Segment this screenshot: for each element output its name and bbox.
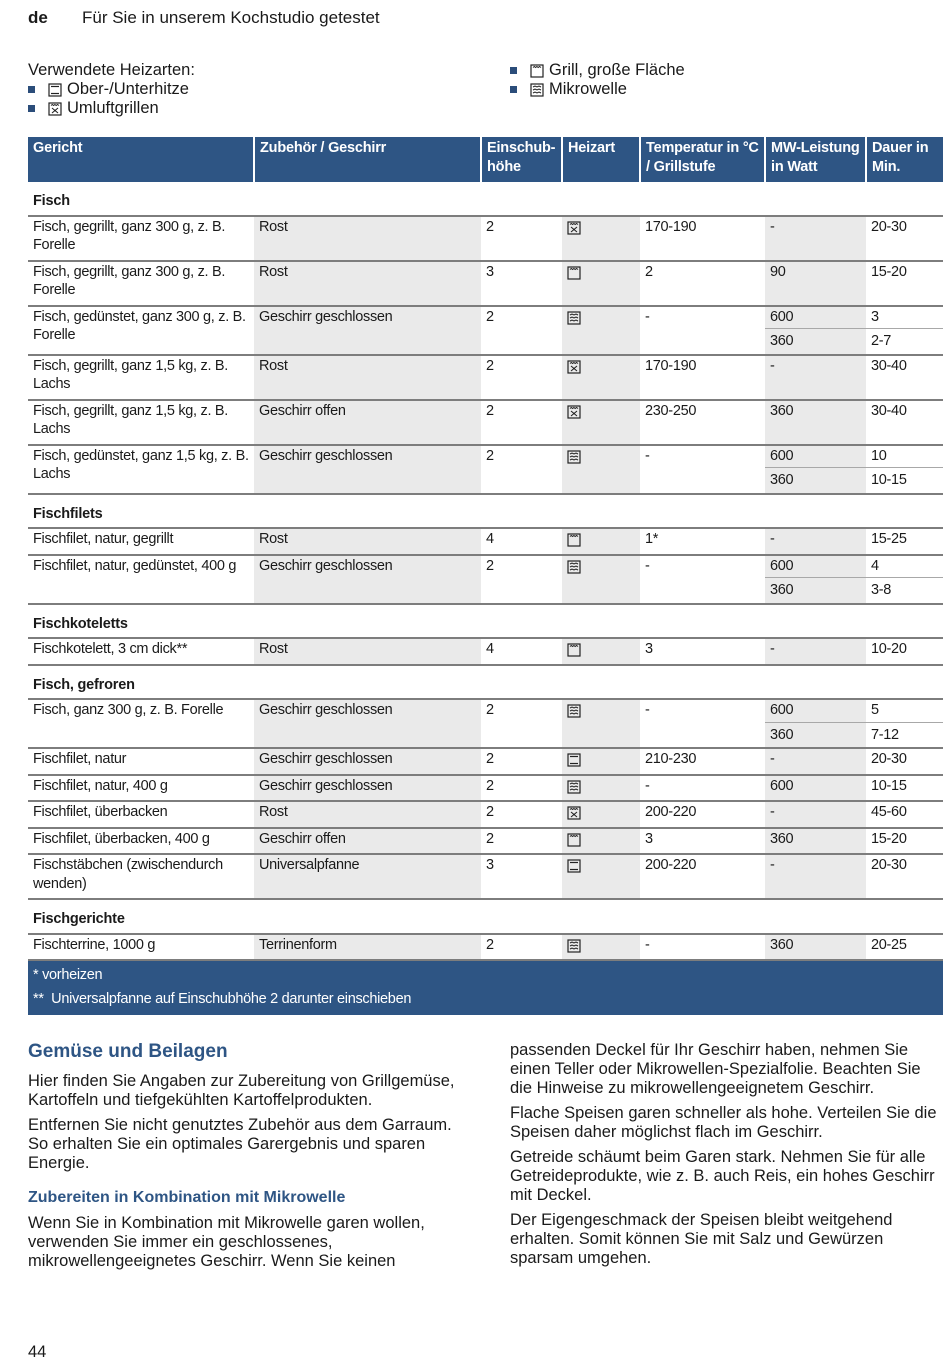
cell-level: 2 bbox=[481, 306, 562, 355]
lid-paragraph: passenden Deckel für Ihr Geschirr haben, nehmen Sie einen Teller oder Mikrowellen-Spezialfolie. Beachten Sie die Hinweise zu mikrowellengeeignetem Geschirr. bbox=[510, 1041, 921, 1097]
cell-mw-power: 600 bbox=[765, 445, 866, 468]
legend-item-mikrowelle bbox=[510, 80, 685, 99]
cell-level: 3 bbox=[481, 854, 562, 899]
legend-item-label: Ober-/Unterhitze bbox=[67, 80, 189, 98]
cell-heat bbox=[562, 555, 640, 604]
cell-temperature: - bbox=[640, 306, 765, 355]
combination-paragraph: Wenn Sie in Kombination mit Mikrowelle garen wollen, verwenden Sie immer ein geschlossenes, mikrowellengeeignetes Geschirr. Wenn Sie keinen bbox=[28, 1214, 425, 1270]
heating-legend-left bbox=[28, 61, 195, 118]
flat-food-paragraph: Flache Speisen garen schneller als hohe. Verteilen Sie die Speisen daher möglichst flach im Geschirr. bbox=[510, 1104, 937, 1141]
accessory-paragraph: Entfernen Sie nicht genutztes Zubehör aus dem Garraum. So erhalten Sie ein optimales Garergebnis und sparen Energie. bbox=[28, 1116, 452, 1172]
bullet-icon bbox=[510, 86, 517, 93]
legend-item-label: Umluftgrillen bbox=[67, 99, 159, 117]
cell-duration: 30-40 bbox=[866, 400, 943, 445]
cell-mw-power: - bbox=[765, 801, 866, 828]
cell-dish: Fischfilet, natur bbox=[28, 748, 254, 775]
cell-mw-power: 90 bbox=[765, 261, 866, 306]
section-title: Fischfilets bbox=[33, 505, 103, 522]
cell-temperature: 170-190 bbox=[640, 216, 765, 261]
legend-label: Verwendete Heizarten: bbox=[28, 61, 195, 79]
section-row bbox=[28, 182, 943, 216]
top-bottom-heat-icon bbox=[567, 859, 581, 873]
bullet-icon bbox=[28, 105, 35, 112]
cell-accessory: Rost bbox=[254, 355, 481, 400]
microwave-icon bbox=[567, 450, 581, 464]
header-col-level: Einschub- höhe bbox=[481, 137, 562, 182]
cell-temperature: 3 bbox=[640, 638, 765, 665]
text-column-left bbox=[28, 1041, 473, 1277]
cell-dish: Fischfilet, überbacken, 400 g bbox=[28, 828, 254, 855]
cell-heat bbox=[562, 934, 640, 961]
cell-duration: 3-8 bbox=[866, 578, 943, 604]
cell-duration: 3 bbox=[866, 306, 943, 329]
table-row bbox=[28, 775, 943, 802]
cell-duration: 5 bbox=[866, 699, 943, 722]
cell-mw-power: 360 bbox=[765, 578, 866, 604]
bullet-icon bbox=[510, 67, 517, 74]
cell-heat bbox=[562, 638, 640, 665]
cell-dish: Fisch, gedünstet, ganz 1,5 kg, z. B. Lachs bbox=[28, 445, 254, 494]
cell-accessory: Geschirr geschlossen bbox=[254, 555, 481, 604]
subsection-heading: Zubereiten in Kombination mit Mikrowelle bbox=[28, 1189, 346, 1206]
cell-temperature: - bbox=[640, 555, 765, 604]
cell-duration: 15-20 bbox=[866, 261, 943, 306]
header-col-heat: Heizart bbox=[562, 137, 640, 182]
cell-temperature: 1* bbox=[640, 528, 765, 555]
cell-duration: 10-15 bbox=[866, 775, 943, 802]
grill-large-icon bbox=[567, 643, 581, 657]
footnote: ** Universalpfanne auf Einschubhöhe 2 darunter einschieben bbox=[33, 991, 412, 1007]
cell-duration: 20-25 bbox=[866, 934, 943, 961]
cell-accessory: Geschirr geschlossen bbox=[254, 699, 481, 748]
header-col-dish: Gericht bbox=[28, 137, 254, 182]
text-column-right bbox=[510, 1041, 940, 1274]
language-code: de bbox=[28, 8, 48, 27]
grain-paragraph: Getreide schäumt beim Garen stark. Nehmen Sie für alle Getreideprodukte, wie z. B. auch Reis, ein hohes Geschirr mit Deckel. bbox=[510, 1148, 935, 1204]
cell-dish: Fisch, gedünstet, ganz 300 g, z. B. Forelle bbox=[28, 306, 254, 355]
grill-large-icon bbox=[567, 833, 581, 847]
cell-heat bbox=[562, 355, 640, 400]
header-col-duration: Dauer in Min. bbox=[866, 137, 943, 182]
cell-accessory: Terrinenform bbox=[254, 934, 481, 961]
cell-duration: 20-30 bbox=[866, 854, 943, 899]
cell-mw-power: - bbox=[765, 355, 866, 400]
cell-accessory: Geschirr offen bbox=[254, 828, 481, 855]
heating-legend-right bbox=[510, 61, 685, 99]
cell-dish: Fischkotelett, 3 cm dick** bbox=[28, 638, 254, 665]
cell-accessory: Rost bbox=[254, 528, 481, 555]
table-row bbox=[28, 828, 943, 855]
cell-dish: Fischfilet, natur, gegrillt bbox=[28, 528, 254, 555]
cell-level: 2 bbox=[481, 400, 562, 445]
cell-temperature: 170-190 bbox=[640, 355, 765, 400]
table-row bbox=[28, 400, 943, 445]
cooking-table bbox=[28, 137, 943, 1015]
cell-duration: 45-60 bbox=[866, 801, 943, 828]
cell-heat bbox=[562, 306, 640, 355]
cell-mw-power: 600 bbox=[765, 699, 866, 722]
footnote-row bbox=[28, 960, 943, 1015]
section-row bbox=[28, 604, 943, 639]
cell-accessory: Rost bbox=[254, 638, 481, 665]
legend-item-ober-unterhitze bbox=[28, 80, 195, 99]
table-row bbox=[28, 854, 943, 899]
table-row bbox=[28, 355, 943, 400]
legend-item-label: Mikrowelle bbox=[549, 80, 627, 98]
cell-level: 2 bbox=[481, 445, 562, 494]
cell-dish: Fischterrine, 1000 g bbox=[28, 934, 254, 961]
cell-temperature: 210-230 bbox=[640, 748, 765, 775]
section-title: Fischkoteletts bbox=[33, 615, 128, 632]
cell-level: 2 bbox=[481, 555, 562, 604]
cell-duration: 4 bbox=[866, 555, 943, 578]
cell-duration: 10-15 bbox=[866, 468, 943, 494]
table-row bbox=[28, 699, 943, 722]
cell-mw-power: 360 bbox=[765, 934, 866, 961]
table-row bbox=[28, 934, 943, 961]
cell-heat bbox=[562, 828, 640, 855]
table-row bbox=[28, 306, 943, 329]
cell-temperature: - bbox=[640, 699, 765, 748]
header-col-temperature: Temperatur in °C / Grillstufe bbox=[640, 137, 765, 182]
cell-temperature: - bbox=[640, 775, 765, 802]
table-row bbox=[28, 261, 943, 306]
section-title: Fisch, gefroren bbox=[33, 676, 135, 693]
cell-duration: 30-40 bbox=[866, 355, 943, 400]
cell-level: 2 bbox=[481, 775, 562, 802]
cell-temperature: 200-220 bbox=[640, 854, 765, 899]
circulating-grill-icon bbox=[567, 221, 581, 235]
microwave-icon bbox=[567, 311, 581, 325]
cell-temperature: 2 bbox=[640, 261, 765, 306]
header-col-mw-power: MW-Leistung in Watt bbox=[765, 137, 866, 182]
page-header-title: Für Sie in unserem Kochstudio getestet bbox=[82, 8, 380, 27]
cell-dish: Fischfilet, überbacken bbox=[28, 801, 254, 828]
bullet-icon bbox=[28, 86, 35, 93]
table-row bbox=[28, 528, 943, 555]
cell-accessory: Geschirr geschlossen bbox=[254, 445, 481, 494]
page-number: 44 bbox=[28, 1343, 47, 1361]
footnotes bbox=[28, 960, 943, 1015]
cell-dish: Fisch, gegrillt, ganz 300 g, z. B. Forelle bbox=[28, 216, 254, 261]
grill-large-icon bbox=[530, 64, 544, 78]
legend-item-label: Grill, große Fläche bbox=[549, 61, 685, 79]
cell-accessory: Geschirr offen bbox=[254, 400, 481, 445]
cell-heat bbox=[562, 854, 640, 899]
table-row bbox=[28, 638, 943, 665]
circulating-grill-icon bbox=[567, 405, 581, 419]
cell-heat bbox=[562, 261, 640, 306]
grill-large-icon bbox=[567, 266, 581, 280]
footnote: * vorheizen bbox=[33, 967, 103, 983]
cell-duration: 15-25 bbox=[866, 528, 943, 555]
microwave-icon bbox=[530, 83, 544, 97]
cell-mw-power: - bbox=[765, 854, 866, 899]
taste-paragraph: Der Eigengeschmack der Speisen bleibt weitgehend erhalten. Somit können Sie mit Salz und Gewürzen sparsam umgehen. bbox=[510, 1211, 893, 1267]
cell-level: 4 bbox=[481, 638, 562, 665]
cell-dish: Fisch, gegrillt, ganz 300 g, z. B. Forelle bbox=[28, 261, 254, 306]
cell-heat bbox=[562, 748, 640, 775]
cell-heat bbox=[562, 699, 640, 748]
cell-level: 2 bbox=[481, 934, 562, 961]
table-header-row bbox=[28, 137, 943, 182]
section-row bbox=[28, 665, 943, 700]
section-row bbox=[28, 494, 943, 529]
cell-heat bbox=[562, 216, 640, 261]
cell-heat bbox=[562, 775, 640, 802]
cell-heat bbox=[562, 528, 640, 555]
circulating-grill-icon bbox=[567, 806, 581, 820]
cell-accessory: Geschirr geschlossen bbox=[254, 748, 481, 775]
cell-duration: 10 bbox=[866, 445, 943, 468]
cell-dish: Fischfilet, natur, 400 g bbox=[28, 775, 254, 802]
cell-temperature: 230-250 bbox=[640, 400, 765, 445]
cell-accessory: Geschirr geschlossen bbox=[254, 775, 481, 802]
cell-mw-power: 360 bbox=[765, 828, 866, 855]
legend-item-umluftgrillen bbox=[28, 99, 195, 118]
cell-temperature: - bbox=[640, 934, 765, 961]
microwave-icon bbox=[567, 704, 581, 718]
cell-mw-power: 600 bbox=[765, 306, 866, 329]
microwave-icon bbox=[567, 939, 581, 953]
cell-mw-power: - bbox=[765, 528, 866, 555]
cell-dish: Fisch, gegrillt, ganz 1,5 kg, z. B. Lachs bbox=[28, 400, 254, 445]
cell-mw-power: 600 bbox=[765, 775, 866, 802]
cell-dish: Fischfilet, natur, gedünstet, 400 g bbox=[28, 555, 254, 604]
cell-heat bbox=[562, 445, 640, 494]
top-bottom-heat-icon bbox=[567, 753, 581, 767]
header-col-accessory: Zubehör / Geschirr bbox=[254, 137, 481, 182]
cell-dish: Fisch, gegrillt, ganz 1,5 kg, z. B. Lachs bbox=[28, 355, 254, 400]
grill-large-icon bbox=[567, 533, 581, 547]
cell-level: 2 bbox=[481, 748, 562, 775]
cell-duration: 10-20 bbox=[866, 638, 943, 665]
microwave-icon bbox=[567, 780, 581, 794]
cell-level: 2 bbox=[481, 355, 562, 400]
intro-paragraph: Hier finden Sie Angaben zur Zubereitung von Grillgemüse, Kartoffeln und tiefgekühlten Kartoffelprodukten. bbox=[28, 1072, 455, 1109]
cell-accessory: Rost bbox=[254, 801, 481, 828]
cell-level: 4 bbox=[481, 528, 562, 555]
table-row bbox=[28, 216, 943, 261]
cell-accessory: Rost bbox=[254, 261, 481, 306]
circulating-grill-icon bbox=[48, 102, 62, 116]
cell-level: 2 bbox=[481, 216, 562, 261]
cell-level: 2 bbox=[481, 828, 562, 855]
cell-duration: 15-20 bbox=[866, 828, 943, 855]
cell-mw-power: - bbox=[765, 216, 866, 261]
cell-temperature: 200-220 bbox=[640, 801, 765, 828]
cell-mw-power: 360 bbox=[765, 400, 866, 445]
cell-level: 2 bbox=[481, 801, 562, 828]
cell-duration: 7-12 bbox=[866, 722, 943, 748]
cell-mw-power: - bbox=[765, 748, 866, 775]
section-title: Fischgerichte bbox=[33, 911, 125, 927]
legend-item-grill bbox=[510, 61, 685, 80]
cell-accessory: Universalpfanne bbox=[254, 854, 481, 899]
cell-duration: 20-30 bbox=[866, 216, 943, 261]
section-row bbox=[28, 899, 943, 934]
table-row bbox=[28, 801, 943, 828]
table-row bbox=[28, 445, 943, 468]
table-row bbox=[28, 555, 943, 578]
cell-duration: 20-30 bbox=[866, 748, 943, 775]
cell-accessory: Rost bbox=[254, 216, 481, 261]
cell-duration: 2-7 bbox=[866, 329, 943, 355]
cell-temperature: 3 bbox=[640, 828, 765, 855]
cell-mw-power: 360 bbox=[765, 722, 866, 748]
circulating-grill-icon bbox=[567, 360, 581, 374]
section-heading: Gemüse und Beilagen bbox=[28, 1041, 228, 1062]
cell-accessory: Geschirr geschlossen bbox=[254, 306, 481, 355]
cell-heat bbox=[562, 801, 640, 828]
cell-heat bbox=[562, 400, 640, 445]
cell-level: 2 bbox=[481, 699, 562, 748]
microwave-icon bbox=[567, 560, 581, 574]
section-title: Fisch bbox=[33, 193, 70, 209]
top-bottom-heat-icon bbox=[48, 83, 62, 97]
cell-mw-power: 360 bbox=[765, 468, 866, 494]
cell-level: 3 bbox=[481, 261, 562, 306]
cell-mw-power: 360 bbox=[765, 329, 866, 355]
cell-mw-power: - bbox=[765, 638, 866, 665]
cell-temperature: - bbox=[640, 445, 765, 494]
table-row bbox=[28, 748, 943, 775]
cell-dish: Fisch, ganz 300 g, z. B. Forelle bbox=[28, 699, 254, 748]
cell-dish: Fischstäbchen (zwischendurch wenden) bbox=[28, 854, 254, 899]
cell-mw-power: 600 bbox=[765, 555, 866, 578]
